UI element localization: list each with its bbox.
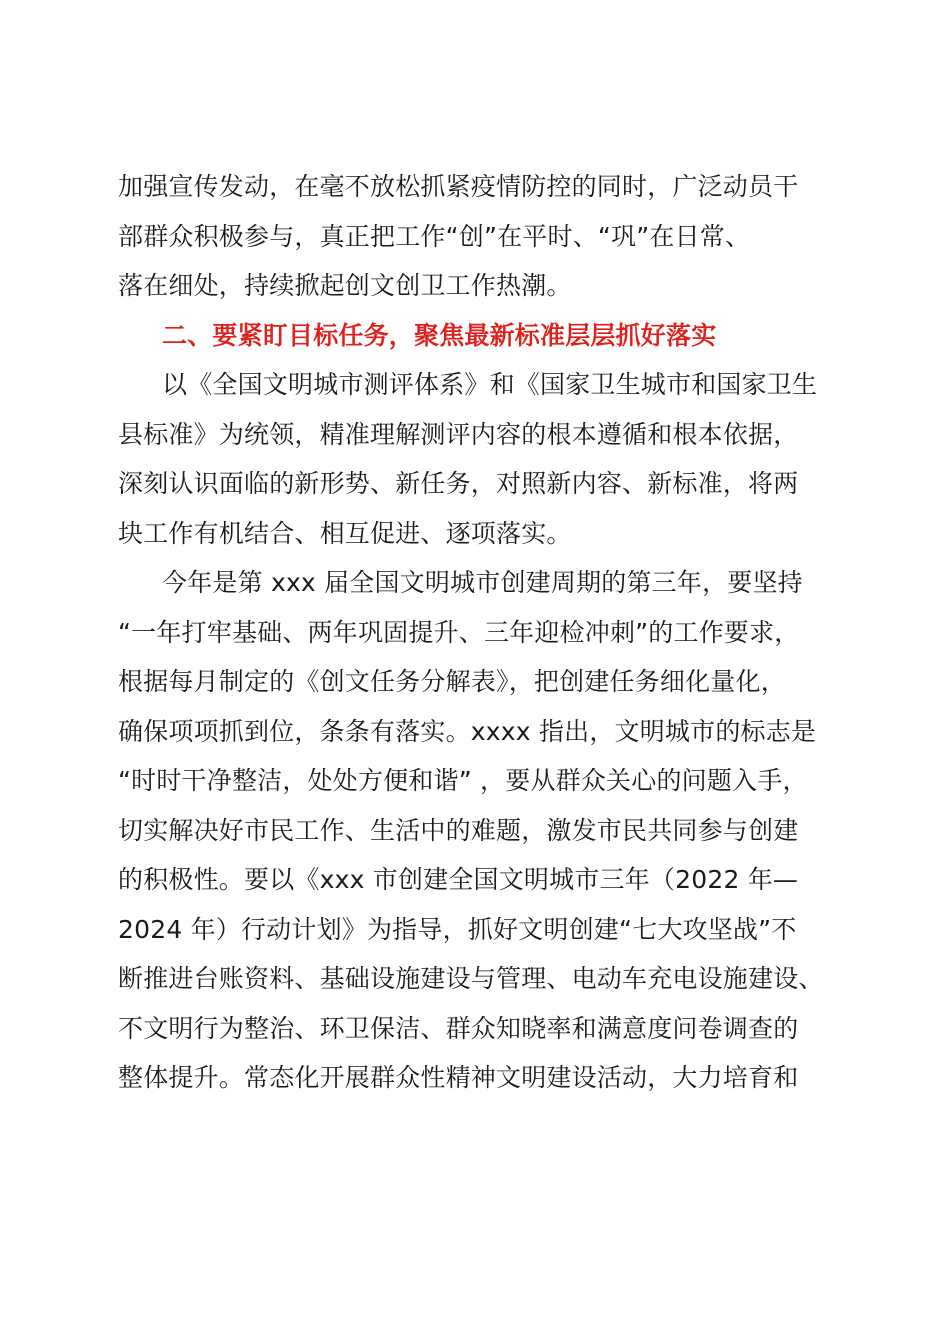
section-heading <box>118 311 838 361</box>
body-paragraph <box>118 360 838 558</box>
text-line: 以《全国文明城市测评体系》和《国家卫生城市和国家卫生 <box>162 370 818 399</box>
text-line: 深刻认识面临的新形势、新任务，对照新内容、新标准，将两 <box>118 469 799 498</box>
text-line: “一年打牢基础、两年巩固提升、三年迎检冲刺”的工作要求， <box>118 617 800 647</box>
text-line: 加强宣传发动，在毫不放松抓紧疫情防控的同时，广泛动员干 <box>118 172 799 201</box>
heading-text: 二、要紧盯目标任务，聚焦最新标准层层抓好落实 <box>162 320 717 350</box>
text-line: “时时干净整洁，处处方便和谐” ，要从群众关心的问题入手， <box>118 766 808 795</box>
text-line: 断推进台账资料、基础设施建设与管理、电动车充电设施建设、 <box>118 964 824 993</box>
text-line: 不文明行为整治、环卫保洁、群众知晓率和满意度问卷调查的 <box>118 1013 799 1043</box>
text-line: 部群众积极参与，真正把工作“创”在平时、“巩”在日常、 <box>118 221 751 251</box>
text-line: 根据每月制定的《创文任务分解表》，把创建任务细化量化， <box>118 667 786 696</box>
body-paragraph <box>118 558 838 1103</box>
text-line: 切实解决好市民工作、生活中的难题，激发市民共同参与创建 <box>118 815 799 845</box>
text-line: 2024 年）行动计划》为指导，抓好文明创建“七大攻坚战”不 <box>118 914 797 944</box>
text-line: 的积极性。要以《xxx 市创建全国文明城市三年（2022 年— <box>118 865 799 894</box>
text-line: 落在细处，持续掀起创文创卫工作热潮。 <box>118 271 572 300</box>
text-line: 块工作有机结合、相互促进、逐项落实。 <box>118 518 572 548</box>
text-line: 整体提升。常态化开展群众性精神文明建设活动，大力培育和 <box>118 1063 799 1092</box>
text-line: 确保项项抓到位，条条有落实。xxxx 指出，文明城市的标志是 <box>118 716 817 746</box>
text-line: 县标准》为统领，精准理解测评内容的根本遵循和根本依据， <box>118 419 799 449</box>
body-paragraph <box>118 162 838 311</box>
document-body <box>118 162 838 1103</box>
text-line: 今年是第 xxx 届全国文明城市创建周期的第三年，要坚持 <box>162 568 803 597</box>
